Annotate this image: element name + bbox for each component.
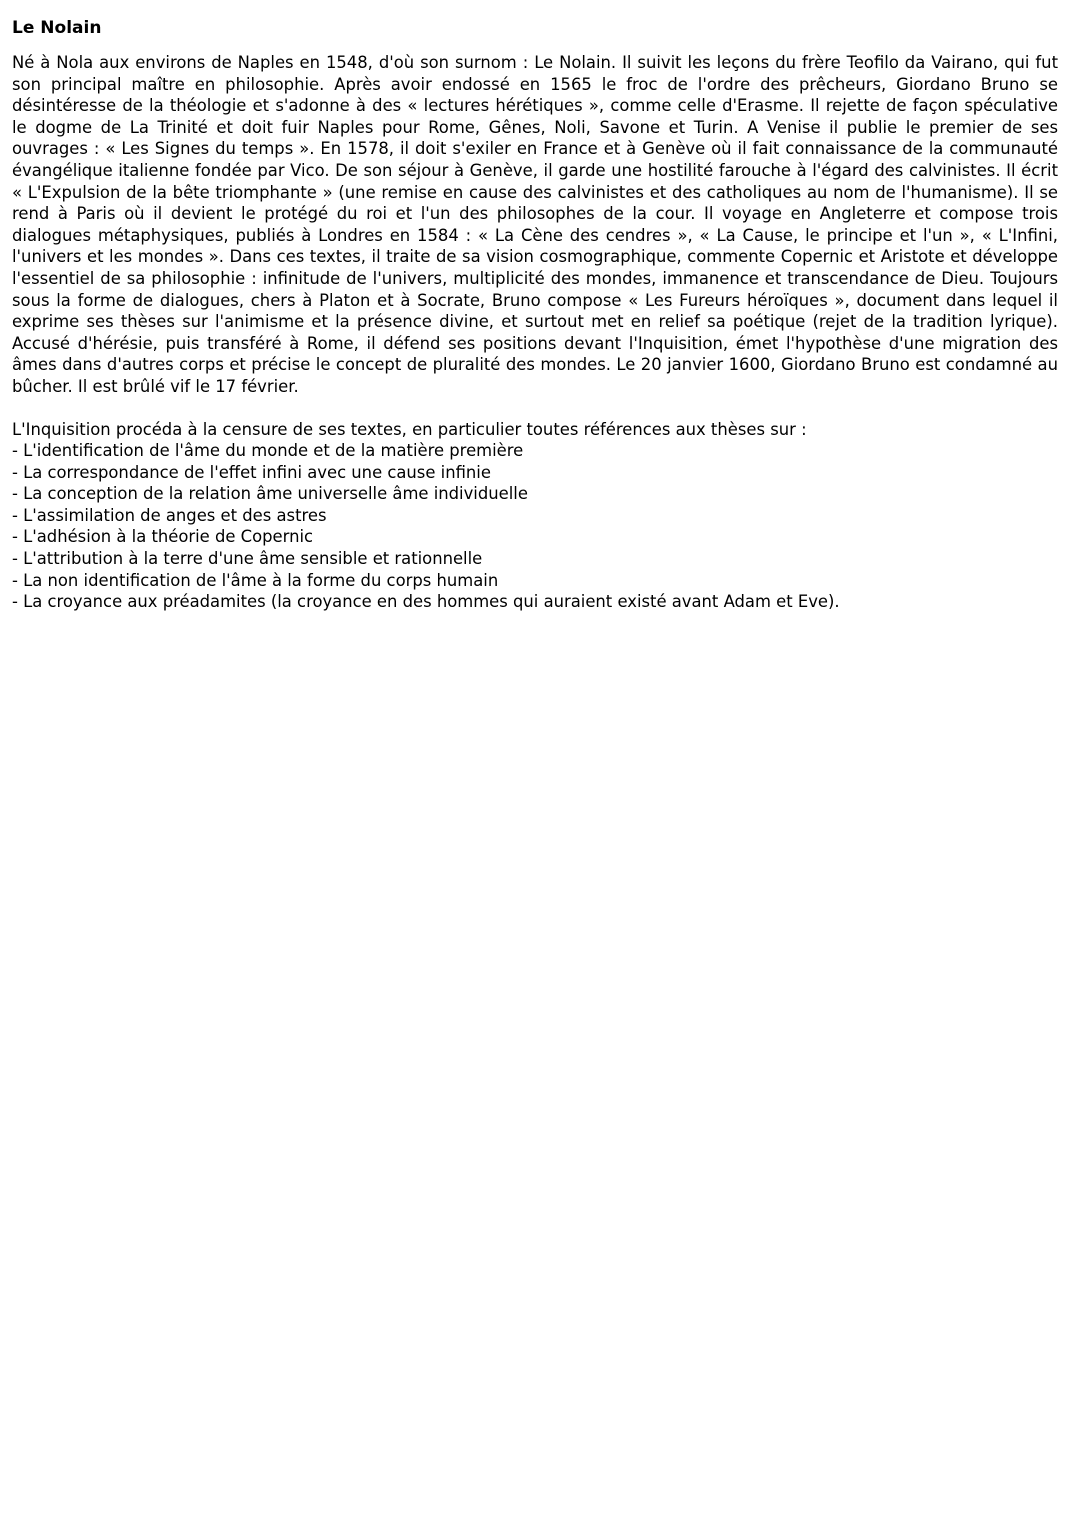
theses-list — [12, 440, 1058, 613]
censorship-intro: L'Inquisition procéda à la censure de ses textes, en particulier toutes références aux thèses sur : — [12, 419, 807, 439]
thesis-item: - La conception de la relation âme universelle âme individuelle — [12, 484, 528, 504]
thesis-item: - L'adhésion à la théorie de Copernic — [12, 527, 314, 547]
biography-paragraph: Né à Nola aux environs de Naples en 1548, d'où son surnom : Le Nolain. Il suivit les leçons du frère Teofilo da Vairano, qui fut son principal maître en philosophie. Après avoir endossé en 1565 le froc de l'ordre des prêcheurs, Giordano Bruno se désintéresse de la théologie et s'adonne à des « lectures hérétiques », comme celle d'Erasme. Il rejette de façon spéculative le dogme de La Trinité et doit fuir Naples pour Rome, Gênes, Noli, Savone et Turin. A Venise il publie le premier de ses ouvrages : « Les Signes du temps ». En 1578, il doit s'exiler en France et à Genève où il fait connaissance de la communauté évangélique italienne fondée par Vico. De son séjour à Genève, il garde une hostilité farouche à l'égard des calvinistes. Il écrit « L'Expulsion de la bête triomphante » (une remise en cause des calvinistes et des catholiques au nom de l'humanisme). Il se rend à Paris où il devient le protégé du roi et l'un des philosophes de la cour. Il voyage en Angleterre et compose trois dialogues métaphysiques, publiés à Londres en 1584 : « La Cène des cendres », « La Cause, le principe et l'un », « L'Infini, l'univers et les mondes ». Dans ces textes, il traite de sa vision cosmographique, commente Copernic et Aristote et développe l'essentiel de sa philosophie : infinitude de l'univers, multiplicité des mondes, immanence et transcendance de Dieu. Toujours sous la forme de dialogues, chers à Platon et à Socrate, Bruno compose « Les Fureurs héroïques », document dans lequel il exprime ses thèses sur l'animisme et la présence divine, et surtout met en relief sa poétique (rejet de la tradition lyrique). Accusé d'hérésie, puis transféré à Rome, il défend ses positions devant l'Inquisition, émet l'hypothèse d'une migration des âmes dans d'autres corps et précise le concept de pluralité des mondes. Le 20 janvier 1600, Giordano Bruno est condamné au bûcher. Il est brûlé vif le 17 février. — [12, 53, 1058, 396]
thesis-item: - L'attribution à la terre d'une âme sensible et rationnelle — [12, 549, 483, 569]
thesis-item: - La non identification de l'âme à la forme du corps humain — [12, 570, 499, 590]
thesis-item: - L'assimilation de anges et des astres — [12, 505, 327, 525]
document-page — [12, 16, 1058, 613]
thesis-item: - La correspondance de l'effet infini avec une cause infinie — [12, 462, 491, 482]
document-title: Le Nolain — [12, 18, 102, 38]
thesis-item: - L'identification de l'âme du monde et de la matière première — [12, 441, 524, 461]
thesis-item: - La croyance aux préadamites (la croyance en des hommes qui auraient existé avant Adam et Eve). — [12, 592, 840, 612]
